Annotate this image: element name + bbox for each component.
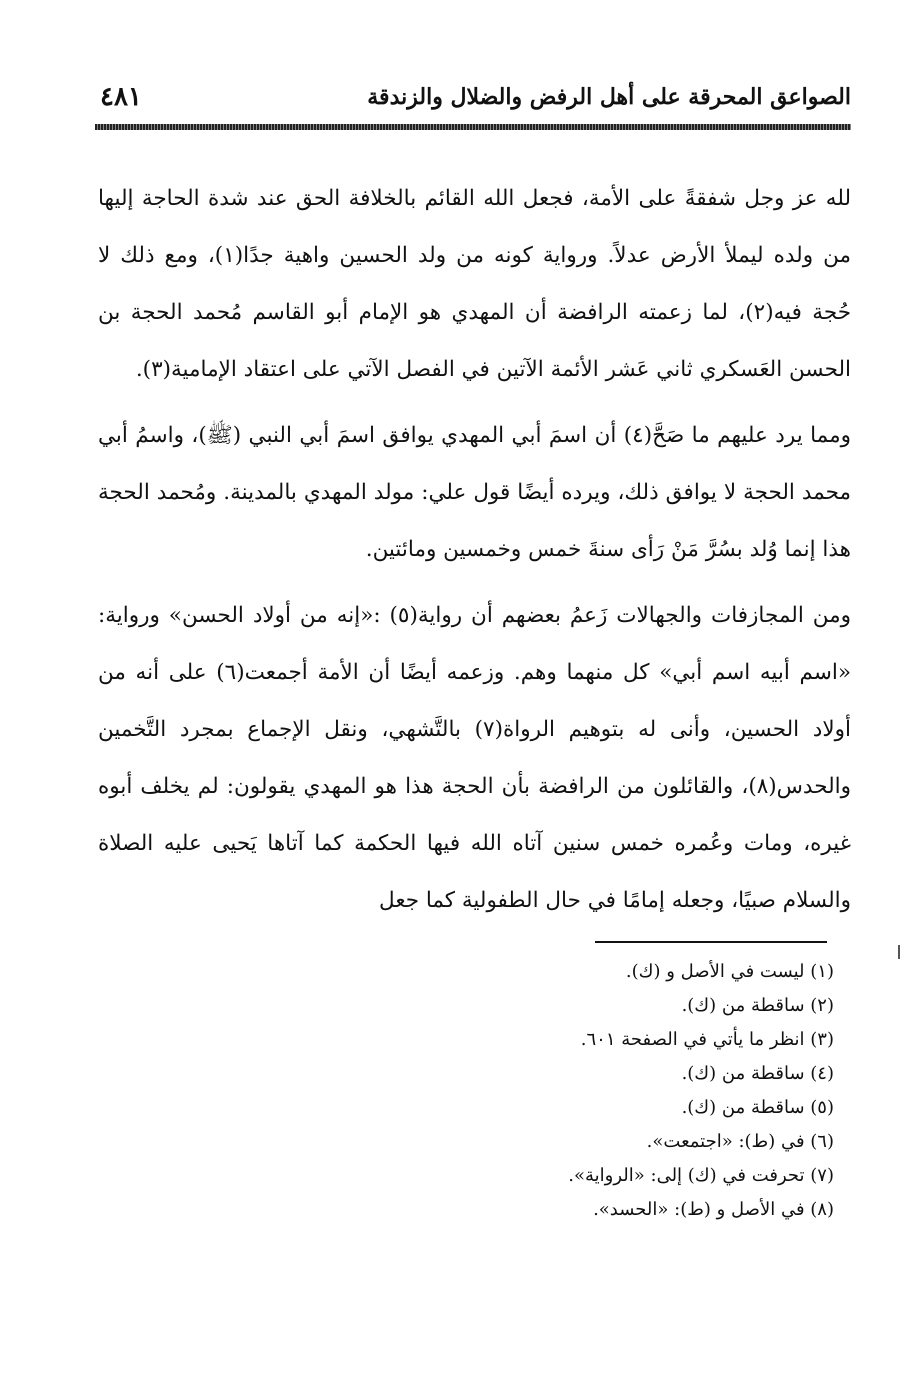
page-header (95, 78, 851, 128)
paragraph: ومما يرد عليهم ما صَحَّ(٤) أن اسمَ أبي المهدي يوافق اسمَ أبي النبي (ﷺ)، واسمُ أبي محمد الحجة لا يوافق ذلك، ويرده أيضًا قول علي: مولد المهدي بالمدينة. ومُحمد الحجة هذا إنما وُلد بسُرَّ مَنْ رَأى سنةَ خمس وخمسين ومائتين. (98, 423, 851, 562)
footnote: (٧) تحرفت في (ك) إلى: «الرواية». (568, 1165, 834, 1186)
page-number: ٤٨١ (100, 82, 142, 112)
footnote: (٢) ساقطة من (ك). (681, 995, 834, 1016)
paragraph: ومن المجازفات والجهالات زَعمُ بعضهم أن رواية(٥) :«إنه من أولاد الحسن» ورواية: «اسم أبيه اسم أبي» كل منهما وهم. وزعمه أيضًا أن الأمة أجمعت(٦) على أنه من أولاد الحسين، وأنى له بتوهيم الرواة(٧) بالتَّشهي، ونقل الإجماع بمجرد التَّخمين والحدس(٨)، والقائلون من الرافضة بأن الحجة هذا هو المهدي يقولون: لم يخلف أبوه غيره، ومات وعُمره خمس سنين آتاه الله فيها الحكمة كما آتاها يَحيى عليه الصلاة والسلام صبيًا، وجعله إمامًا في حال الطفولية كما جعل (98, 603, 852, 913)
footnote: (٥) ساقطة من (ك). (681, 1097, 834, 1118)
paragraph: لله عز وجل شفقةً على الأمة، فجعل الله القائم بالخلافة الحق عند شدة الحاجة إليها من ولده ليملأ الأرض عدلاً. ورواية كونه من ولد الحسين واهية جدًا(١)، ومع ذلك لا حُجة فيه(٢)، لما زعمته الرافضة أن المهدي هو الإمام أبو القاسم مُحمد الحجة بن الحسن العَسكري ثاني عَشر الأئمة الآتين في الفصل الآتي على اعتقاد الإمامية(٣). (98, 186, 851, 382)
footnote: (٣) انظر ما يأتي في الصفحة ٦٠١. (580, 1029, 834, 1050)
footnotes (274, 955, 834, 1227)
scan-edge-mark (898, 945, 900, 959)
footnote: (٦) في (ط): «اجتمعت». (646, 1131, 834, 1152)
footnote: (١) ليست في الأصل و (ك). (625, 961, 834, 982)
footnote-separator (595, 941, 827, 943)
header-rule (95, 124, 851, 130)
footnote: (٤) ساقطة من (ك). (681, 1063, 834, 1084)
running-title: الصواعق المحرقة على أهل الرفض والضلال والزندقة (367, 84, 851, 110)
footnote: (٨) في الأصل و (ط): «الحسد». (593, 1199, 834, 1220)
main-text (98, 170, 851, 929)
